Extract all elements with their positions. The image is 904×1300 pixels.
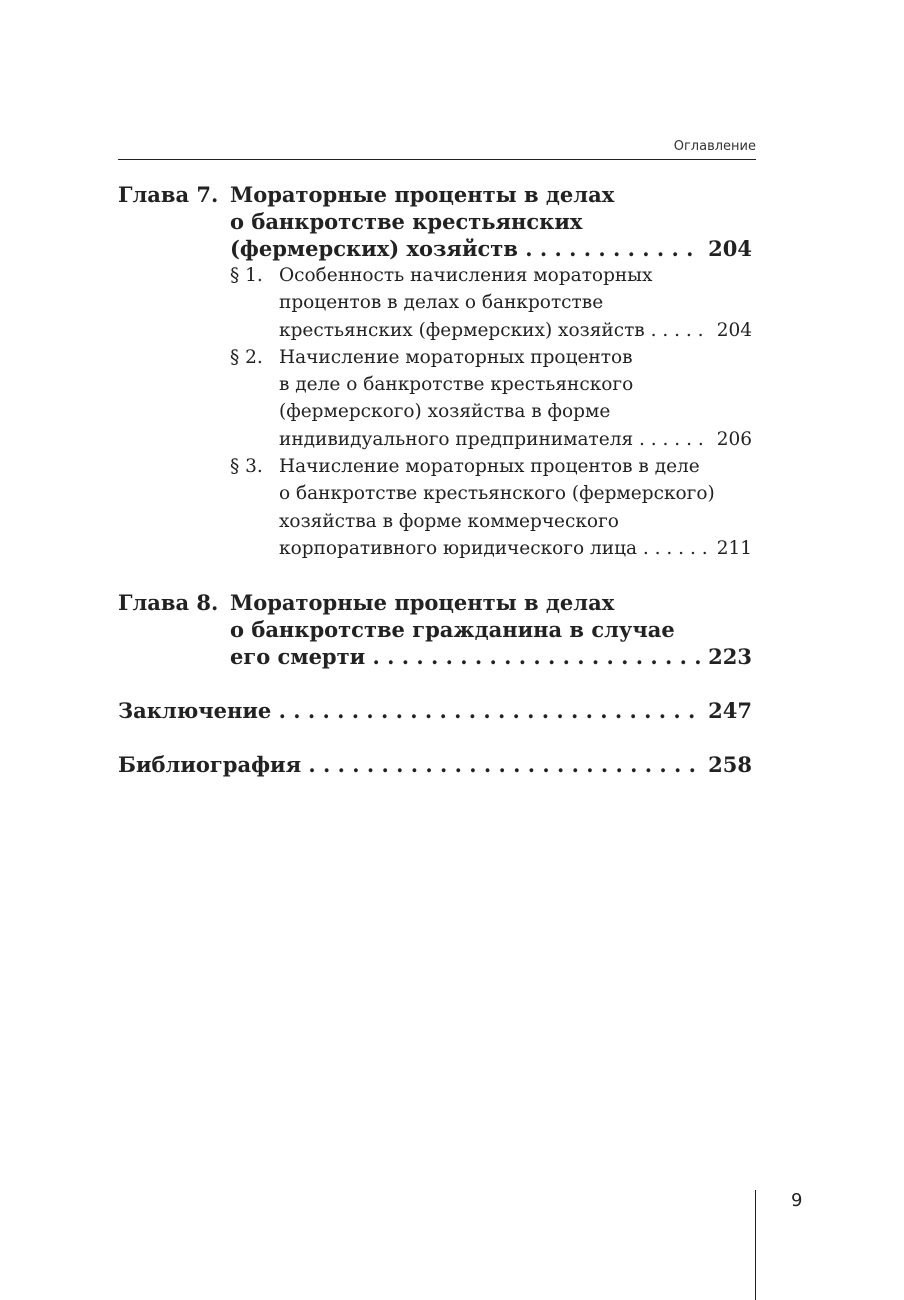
section-title-line: Особенность начисления мораторных — [279, 265, 653, 286]
toc-conclusion[interactable] — [118, 697, 752, 724]
section-number: § 1. — [230, 265, 263, 286]
section-title-line: процентов в делах о банкротстве — [279, 292, 604, 314]
conclusion-title: Заключение . . . — [118, 697, 700, 724]
section-title-line: хозяйства в форме коммерческого — [279, 510, 619, 532]
section-title-line: в деле о банкротстве крестьянского — [279, 374, 634, 396]
toc-section-7-3[interactable] — [230, 453, 752, 562]
toc-bibliography[interactable] — [118, 751, 752, 778]
section-title-line: Начисление мораторных процентов — [279, 346, 633, 368]
bibliography-page-number: 258 — [708, 752, 752, 778]
conclusion-page-number: 247 — [708, 698, 752, 724]
toc-section-7-1[interactable] — [230, 262, 752, 344]
chapter-title-line: Мораторные проценты в делах — [230, 590, 615, 616]
header-rule — [118, 159, 756, 160]
section-page-number: 211 — [716, 537, 752, 559]
section-title-line: корпоративного юридического лица . . . — [279, 535, 709, 562]
chapter-title-line: о банкротстве гражданина в случае — [230, 617, 675, 643]
section-number: § 2. — [230, 346, 263, 368]
chapter-label: Глава 8. — [118, 590, 219, 616]
section-title-line: (фермерского) хозяйства в форме — [279, 401, 611, 423]
running-head: Оглавление — [673, 139, 756, 154]
page-number: 9 — [791, 1190, 803, 1211]
chapter-title-line: о банкротстве крестьянских — [230, 209, 583, 234]
section-number: § 3. — [230, 456, 263, 478]
section-title-line: о банкротстве крестьянского (фермерского) — [279, 483, 715, 505]
section-title-line: крестьянских (фермерских) хозяйств . . . — [279, 317, 709, 344]
section-title-line: Начисление мораторных процентов в деле — [279, 456, 700, 478]
chapter-title-line: Мораторные проценты в делах — [230, 182, 615, 207]
chapter-page-number: 223 — [708, 644, 752, 670]
section-page-number: 206 — [716, 428, 752, 450]
toc-chapter-8[interactable] — [118, 589, 752, 670]
chapter-title-line: его смерти . . . — [230, 643, 700, 670]
margin-rule — [755, 1190, 756, 1300]
bibliography-title: Библиография . . . — [118, 751, 700, 778]
section-title-line: индивидуального предпринимателя . . . — [279, 426, 709, 453]
chapter-title-line: (фермерских) хозяйств . . . 204 — [230, 235, 752, 262]
chapter-label: Глава 7. — [118, 182, 219, 207]
chapter-page-number: 204 — [708, 236, 752, 261]
toc-chapter-7[interactable] — [118, 181, 752, 262]
section-page-number: 204 — [716, 319, 752, 341]
toc-section-7-2[interactable] — [230, 344, 752, 453]
table-of-contents — [118, 181, 752, 778]
